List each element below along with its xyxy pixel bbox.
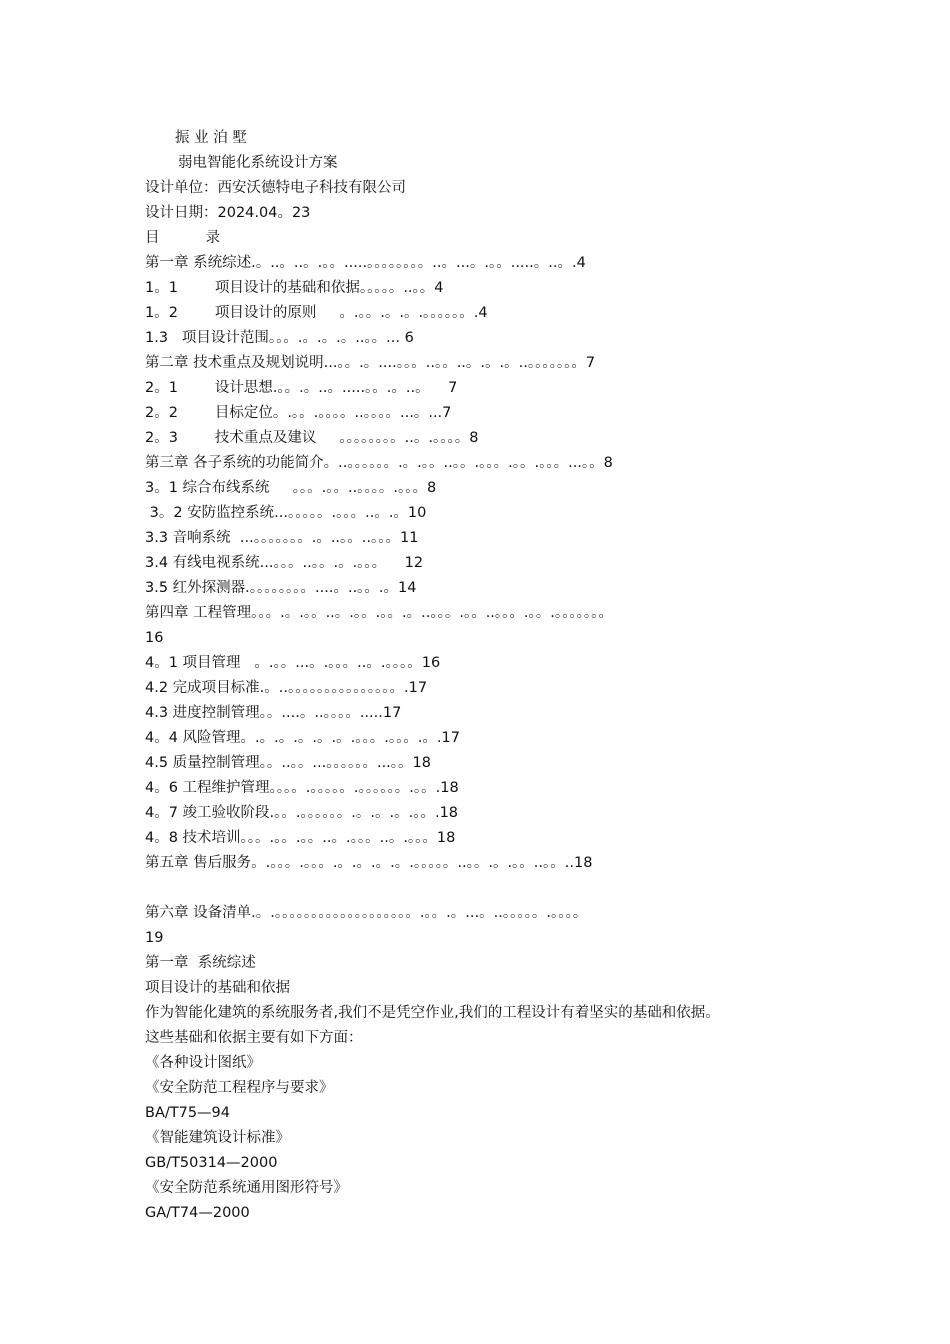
design-date: 设计日期：2024.04。23 bbox=[145, 205, 311, 221]
chapter-heading: 第一章 系统综述 bbox=[145, 955, 256, 971]
toc-entry-page[interactable]: 19 bbox=[145, 930, 164, 946]
toc-entry[interactable]: 3。2 安防监控系统...。。。。。.。。。..。.。10 bbox=[145, 505, 427, 521]
toc-entry[interactable]: 2。3 技术重点及建议 。。。。。。。。..。.。。。。8 bbox=[145, 430, 479, 446]
reference-item: 《安全防范工程程序与要求》 bbox=[145, 1080, 334, 1096]
toc-entry[interactable]: 4.5 质量控制管理。。..。。...。。。。。。...。。18 bbox=[145, 755, 431, 771]
section-heading: 项目设计的基础和依据 bbox=[145, 980, 290, 996]
toc-entry[interactable]: 4。8 技术培训。。。.。。.。。..。.。。。..。.。。。18 bbox=[145, 830, 456, 846]
reference-item: 《各种设计图纸》 bbox=[145, 1055, 261, 1071]
toc-entry[interactable]: 2。1 设计思想.。。.。..。.....。。.。..。 7 bbox=[145, 380, 458, 396]
toc-entry[interactable]: 第一章 系统综述.。..。..。.。。.....。。。。。。。。..。...。.。。.....。..。.4 bbox=[145, 255, 586, 271]
toc-entry[interactable]: 4。7 竣工验收阶段.。。.。。。。。。.。.。.。.。。.18 bbox=[145, 805, 459, 821]
toc-entry[interactable]: 2。2 目标定位。.。。.。。。。..。。。。...。...7 bbox=[145, 405, 452, 421]
toc-entry[interactable]: 第四章 工程管理。。。.。.。。..。.。。.。。.。..。。。.。。..。。。.。。.。。。。。。。 bbox=[145, 605, 613, 621]
toc-entry[interactable]: 4.2 完成项目标准.。..。。。。。。。。。。。。。。。.17 bbox=[145, 680, 428, 696]
title-line-2: 弱电智能化系统设计方案 bbox=[178, 155, 338, 171]
toc-entry[interactable]: 4。1 项目管理 。.。。...。.。。。..。.。。。。16 bbox=[145, 655, 441, 671]
toc-heading: 目 录 bbox=[145, 230, 221, 246]
toc-entry[interactable]: 4.3 进度控制管理。。....。..。。。。.....17 bbox=[145, 705, 402, 721]
toc-entry[interactable]: 1.3 项目设计范围。。。.。.。.。..。。... 6 bbox=[145, 330, 414, 346]
body-paragraph: 这些基础和依据主要有如下方面： bbox=[145, 1030, 363, 1046]
reference-code: GB/T50314—2000 bbox=[145, 1155, 278, 1171]
reference-item: 《智能建筑设计标准》 bbox=[145, 1130, 290, 1146]
toc-entry[interactable]: 3.5 红外探测器.。。。。。。。。....。..。。.。14 bbox=[145, 580, 417, 596]
body-paragraph: 作为智能化建筑的系统服务者,我们不是凭空作业,我们的工程设计有着坚实的基础和依据。 bbox=[145, 1005, 720, 1021]
toc-entry[interactable]: 第六章 设备清单.。.。。。。。。。。。。。。。。。。。。。.。。.。...。..。。。。。.。。。。 bbox=[145, 905, 588, 921]
toc-entry[interactable]: 第五章 售后服务。.。。。.。。。.。.。.。.。.。。。。。..。。.。.。。..。。..18 bbox=[145, 855, 593, 871]
toc-entry-page[interactable]: 16 bbox=[145, 630, 164, 646]
design-unit: 设计单位：西安沃德特电子科技有限公司 bbox=[145, 180, 406, 196]
toc-entry[interactable]: 4。4 风险管理。.。.。.。.。.。.。。。.。。。.。.17 bbox=[145, 730, 460, 746]
reference-code: BA/T75—94 bbox=[145, 1105, 231, 1121]
toc-entry[interactable]: 3。1 综合布线系统 。。。.。。..。。。。.。。。8 bbox=[145, 480, 437, 496]
toc-entry[interactable]: 3.4 有线电视系统...。。。..。。.。.。。。 12 bbox=[145, 555, 424, 571]
reference-code: GA/T74—2000 bbox=[145, 1205, 250, 1221]
toc-entry[interactable]: 第三章 各子系统的功能简介。..。。。。。。.。.。。..。。.。。。.。。.。。。...。。8 bbox=[145, 455, 613, 471]
toc-entry[interactable]: 1。2 项目设计的原则 。.。。.。.。.。。。。。。.4 bbox=[145, 305, 488, 321]
reference-item: 《安全防范系统通用图形符号》 bbox=[145, 1180, 348, 1196]
toc-entry[interactable]: 第二章 技术重点及规划说明...。。.。....。。。..。。..。.。.。..。。。。。。。7 bbox=[145, 355, 596, 371]
toc-entry[interactable]: 3.3 音响系统 ...。。。。。。。.。..。。..。。。11 bbox=[145, 530, 419, 546]
toc-entry[interactable]: 4。6 工程维护管理。。。。.。。。。。.。。。。。。.。。.18 bbox=[145, 780, 459, 796]
toc-entry[interactable]: 1。1 项目设计的基础和依据。。。。。..。。4 bbox=[145, 280, 444, 296]
title-line-1: 振 业 泊 墅 bbox=[175, 130, 247, 146]
